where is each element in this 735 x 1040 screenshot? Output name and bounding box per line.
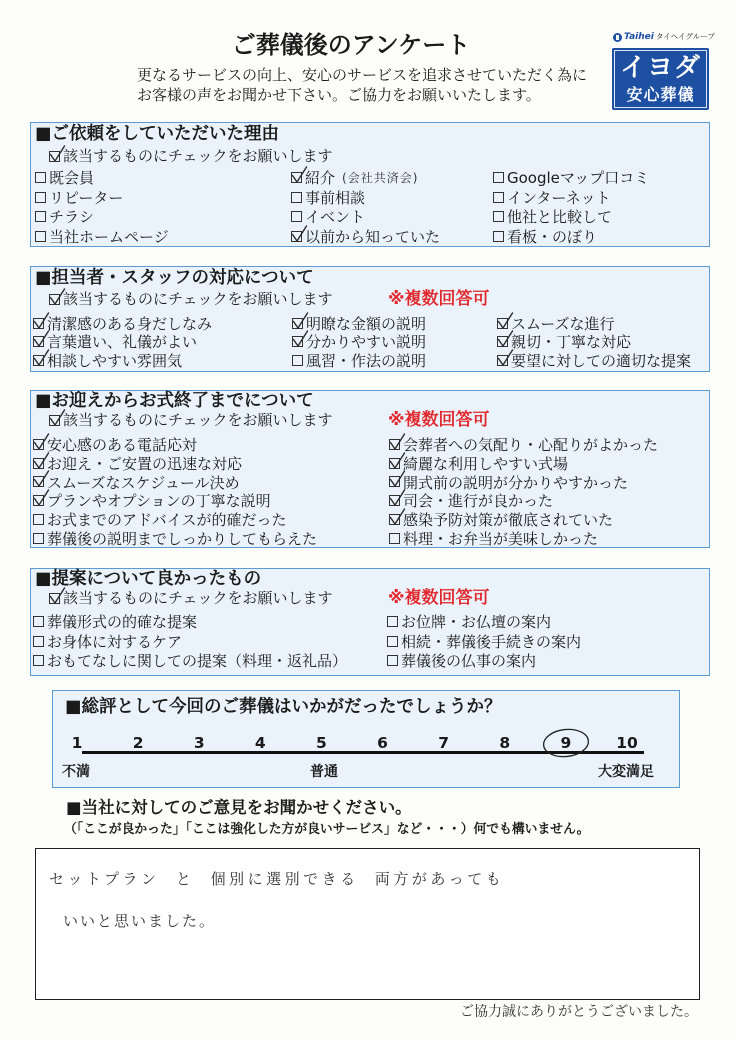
- checkbox[interactable]: [291, 231, 302, 242]
- option-item[interactable]: [33, 651, 387, 671]
- check-mark-icon: [33, 470, 50, 488]
- checkbox[interactable]: [33, 616, 44, 627]
- option-item[interactable]: [33, 473, 389, 492]
- option-column: [387, 612, 581, 671]
- option-label: 清潔感のある身だしなみ: [47, 314, 213, 333]
- option-label: Googleマップ口コミ: [507, 169, 650, 188]
- checkbox[interactable]: [292, 336, 303, 347]
- check-mark-icon: [292, 312, 309, 330]
- check-mark-icon: [49, 145, 66, 163]
- checkbox[interactable]: [387, 636, 398, 647]
- overall-rating: [52, 690, 680, 788]
- checkbox[interactable]: [35, 172, 46, 183]
- section-instruction: [49, 589, 333, 607]
- intro-text-line-1: 更なるサービスの向上、安心のサービスを追求させていただく為に: [137, 66, 588, 84]
- section-title: ■提案について良かったもの: [35, 569, 262, 589]
- section-instruction: [49, 411, 333, 429]
- checkbox[interactable]: [35, 192, 46, 203]
- option-label: 看板・のぼり: [507, 227, 598, 246]
- option-label: 葬儀後の説明までしっかりしてもらえた: [47, 529, 318, 548]
- check-mark-icon: [33, 433, 50, 451]
- option-item[interactable]: [493, 227, 649, 247]
- check-mark-icon: [292, 330, 309, 348]
- check-mark-icon: [389, 452, 406, 470]
- option-label: 開式前の説明が分かりやすかった: [403, 473, 629, 492]
- check-mark-icon: [49, 587, 66, 605]
- checkbox[interactable]: [493, 211, 504, 222]
- option-label: インターネット: [507, 188, 611, 207]
- checkbox[interactable]: [33, 495, 44, 506]
- option-column: [33, 612, 387, 671]
- option-label: お身体に対するケア: [47, 632, 183, 651]
- check-mark-icon: [33, 330, 50, 348]
- section-instruction: [49, 290, 333, 308]
- option-column: [33, 314, 292, 370]
- option-item[interactable]: [387, 632, 581, 652]
- option-item[interactable]: [33, 454, 389, 473]
- option-item[interactable]: [33, 491, 389, 510]
- checkbox[interactable]: [493, 192, 504, 203]
- printed-checkbox-icon: [49, 294, 60, 305]
- checkbox[interactable]: [33, 655, 44, 666]
- option-grid: [33, 435, 658, 548]
- selected-rating-circle: [541, 726, 592, 761]
- rating-option-9[interactable]: 9: [560, 734, 572, 752]
- checkbox[interactable]: [291, 172, 302, 183]
- option-item[interactable]: [389, 529, 658, 548]
- checkbox[interactable]: [497, 336, 508, 347]
- rating-option-10[interactable]: 10: [616, 734, 638, 752]
- option-label: 紹介: [305, 169, 336, 188]
- check-mark-icon: [49, 409, 66, 427]
- option-grid: [35, 168, 649, 246]
- option-item[interactable]: [33, 529, 389, 548]
- option-column: [389, 435, 658, 548]
- option-label: 以前から知っていた: [305, 227, 441, 246]
- rating-option-1[interactable]: 1: [71, 734, 83, 752]
- section-ceremony: [30, 390, 710, 548]
- option-label: 要望に対しての適切な提案: [511, 351, 692, 370]
- check-mark-icon: [389, 470, 406, 488]
- option-column: [33, 435, 389, 548]
- checkbox[interactable]: [292, 355, 303, 366]
- option-item[interactable]: [33, 333, 292, 352]
- rating-option-5[interactable]: 5: [316, 734, 327, 752]
- checkbox[interactable]: [33, 533, 44, 544]
- option-item[interactable]: [389, 491, 658, 510]
- instruction-text: 該当するものにチェックをお願いします: [63, 411, 333, 429]
- group-name-kana: タイヘイグループ: [655, 32, 715, 41]
- option-label: 安心感のある電話応対: [47, 435, 198, 454]
- option-column: [493, 168, 649, 246]
- option-column: [35, 168, 291, 246]
- printed-checkbox-icon: [49, 593, 60, 604]
- option-label: お迎え・ご安置の迅速な対応: [47, 454, 243, 473]
- checkbox[interactable]: [33, 355, 44, 366]
- opinion-subtitle: （「ここが良かった」「ここは強化した方が良いサービス」など・・・）何でも構いません。: [64, 822, 590, 837]
- option-item[interactable]: [35, 188, 291, 208]
- section-staff-response: [30, 266, 710, 372]
- option-item[interactable]: [33, 632, 387, 652]
- option-label: チラシ: [49, 208, 95, 227]
- option-label: 明瞭な金額の説明: [306, 314, 427, 333]
- checkbox[interactable]: [291, 192, 302, 203]
- section-proposals: [30, 568, 710, 676]
- option-grid: [33, 314, 691, 370]
- check-mark-icon: [389, 489, 406, 507]
- option-item[interactable]: [292, 351, 497, 370]
- option-label: 司会・進行が良かった: [403, 492, 554, 511]
- option-item[interactable]: [33, 351, 292, 370]
- option-label: スムーズな進行: [511, 314, 615, 333]
- group-name: Taihei: [624, 32, 654, 42]
- option-item[interactable]: [387, 651, 581, 671]
- check-mark-icon: [33, 452, 50, 470]
- thank-you-note: ご協力誠にありがとうございました。: [460, 1004, 698, 1020]
- checkbox[interactable]: [493, 231, 504, 242]
- rating-option-8[interactable]: 8: [499, 734, 511, 752]
- brand-logo: [612, 48, 709, 110]
- option-label: 親切・丁寧な対応: [511, 333, 632, 352]
- checkbox[interactable]: [493, 172, 504, 183]
- checkbox[interactable]: [497, 355, 508, 366]
- rating-option-4[interactable]: 4: [254, 734, 266, 752]
- checkbox[interactable]: [497, 318, 508, 329]
- check-mark-icon: [497, 330, 514, 348]
- option-column: [292, 314, 497, 370]
- option-item[interactable]: [33, 435, 389, 454]
- check-mark-icon: [33, 349, 50, 367]
- rating-option-2[interactable]: 2: [132, 734, 144, 752]
- option-label: スムーズなスケジュール決め: [47, 473, 240, 492]
- option-label: 相談しやすい雰囲気: [47, 351, 183, 370]
- section-title: ■担当者・スタッフの対応について: [35, 268, 314, 288]
- option-label: プランやオプションの丁寧な説明: [47, 492, 271, 511]
- option-item[interactable]: [497, 314, 691, 333]
- checkbox[interactable]: [33, 439, 44, 450]
- checkbox[interactable]: [389, 495, 400, 506]
- comment-field[interactable]: [35, 848, 700, 1000]
- option-label: 分かりやすい説明: [306, 333, 427, 352]
- rating-option-7[interactable]: 7: [438, 734, 450, 752]
- option-label: 当社ホームページ: [49, 227, 169, 246]
- option-item[interactable]: [292, 314, 497, 333]
- option-label: お式までのアドバイスが的確だった: [47, 511, 287, 530]
- printed-checkbox-icon: [49, 151, 60, 162]
- check-mark-icon: [389, 433, 406, 451]
- rating-scale: [62, 733, 642, 753]
- comment-line-2: いいと思いました。: [63, 912, 217, 930]
- multiple-answers-note: ※複数回答可: [388, 588, 490, 608]
- option-label: 料理・お弁当が美味しかった: [403, 529, 599, 548]
- option-label: 感染予防対策が徹底されていた: [403, 511, 614, 530]
- option-label: 他社と比較して: [507, 208, 613, 227]
- option-item[interactable]: [33, 612, 387, 632]
- instruction-text: 該当するものにチェックをお願いします: [63, 147, 333, 165]
- option-item[interactable]: [33, 314, 292, 333]
- option-item[interactable]: [389, 510, 658, 529]
- instruction-text: 該当するものにチェックをお願いします: [63, 290, 333, 308]
- section-title: ■ご依頼をしていただいた理由: [35, 124, 280, 144]
- option-label: おもてなしに関しての提案（料理・返礼品）: [47, 652, 348, 671]
- checkbox[interactable]: [33, 458, 44, 469]
- checkbox[interactable]: [33, 318, 44, 329]
- intro-text-line-2: お客様の声をお聞かせ下さい。ご協力をお願いいたします。: [137, 86, 541, 104]
- option-item[interactable]: [387, 612, 581, 632]
- comment-line-1: セットプラン と 個別に選別できる 両方があっても: [49, 870, 505, 888]
- brand-name: イヨダ: [619, 53, 701, 83]
- check-mark-icon: [49, 288, 66, 306]
- rating-option-3[interactable]: 3: [193, 734, 205, 752]
- check-mark-icon: [291, 166, 308, 184]
- survey-title: ご葬儀後のアンケート: [231, 31, 471, 59]
- option-item[interactable]: [291, 168, 493, 188]
- option-item[interactable]: [493, 168, 649, 188]
- option-label: お位牌・お仏壇の案内: [401, 613, 552, 632]
- option-label: 相続・葬儀後手続きの案内: [401, 632, 582, 651]
- opinion-title: ■当社に対してのご意見をお聞かせください。: [66, 798, 412, 817]
- handwritten-note: (会社共済会): [342, 171, 419, 186]
- rating-option-6[interactable]: 6: [377, 734, 388, 752]
- option-item[interactable]: [389, 454, 658, 473]
- option-label: 葬儀後の仏事の案内: [401, 652, 537, 671]
- group-logo: [613, 31, 715, 43]
- checkbox[interactable]: [33, 636, 44, 647]
- option-item[interactable]: [493, 207, 649, 227]
- check-mark-icon: [33, 312, 50, 330]
- option-label: 風習・作法の説明: [306, 351, 427, 370]
- option-label: 会葬者への気配り・心配りがよかった: [403, 435, 659, 454]
- option-item[interactable]: [389, 435, 658, 454]
- option-item[interactable]: [292, 333, 497, 352]
- checkbox[interactable]: [389, 533, 400, 544]
- checkbox[interactable]: [389, 458, 400, 469]
- option-item[interactable]: [291, 188, 493, 208]
- option-label: 事前相談: [305, 188, 366, 207]
- rating-label-mid: 普通: [310, 764, 338, 780]
- check-mark-icon: [497, 349, 514, 367]
- section-request-reason: [30, 122, 710, 247]
- checkbox[interactable]: [389, 476, 400, 487]
- option-grid: [33, 612, 581, 671]
- option-label: イベント: [305, 208, 366, 227]
- rating-label-low: 不満: [62, 764, 90, 780]
- option-item[interactable]: [497, 351, 691, 370]
- check-mark-icon: [33, 489, 50, 507]
- option-item[interactable]: [33, 510, 389, 529]
- option-item[interactable]: [291, 227, 493, 247]
- option-label: 言葉遣い、礼儀がよい: [47, 333, 198, 352]
- option-label: 綺麗な利用しやすい式場: [403, 454, 569, 473]
- check-mark-icon: [291, 225, 308, 243]
- option-item[interactable]: [497, 333, 691, 352]
- rating-label-high: 大変満足: [598, 764, 654, 780]
- checkbox[interactable]: [387, 655, 398, 666]
- section-instruction: [49, 147, 333, 165]
- printed-checkbox-icon: [49, 415, 60, 426]
- checkbox[interactable]: [387, 616, 398, 627]
- checkbox[interactable]: [291, 211, 302, 222]
- checkbox[interactable]: [389, 514, 400, 525]
- option-item[interactable]: [35, 227, 291, 247]
- checkbox[interactable]: [292, 318, 303, 329]
- option-label: 既会員: [49, 169, 95, 188]
- option-item[interactable]: [291, 207, 493, 227]
- checkbox[interactable]: [389, 439, 400, 450]
- option-item[interactable]: [35, 168, 291, 188]
- section-title: ■お迎えからお式終了までについて: [35, 391, 314, 411]
- option-item[interactable]: [389, 473, 658, 492]
- taihei-logo-icon: [613, 33, 622, 42]
- checkbox[interactable]: [35, 211, 46, 222]
- checkbox[interactable]: [33, 476, 44, 487]
- check-mark-icon: [389, 508, 406, 526]
- option-column: [497, 314, 691, 370]
- checkbox[interactable]: [33, 514, 44, 525]
- checkbox[interactable]: [33, 336, 44, 347]
- option-label: 葬儀形式の的確な提案: [47, 613, 198, 632]
- option-column: [291, 168, 493, 246]
- check-mark-icon: [497, 312, 514, 330]
- multiple-answers-note: ※複数回答可: [388, 289, 490, 309]
- rating-question: ■総評として今回のご葬儀はいかがだったでしょうか？: [65, 697, 502, 717]
- brand-tagline: 安心葬儀: [626, 85, 695, 104]
- checkbox[interactable]: [35, 231, 46, 242]
- option-item[interactable]: [493, 188, 649, 208]
- multiple-answers-note: ※複数回答可: [388, 410, 490, 430]
- instruction-text: 該当するものにチェックをお願いします: [63, 589, 333, 607]
- option-label: リピーター: [49, 188, 124, 207]
- option-item[interactable]: [35, 207, 291, 227]
